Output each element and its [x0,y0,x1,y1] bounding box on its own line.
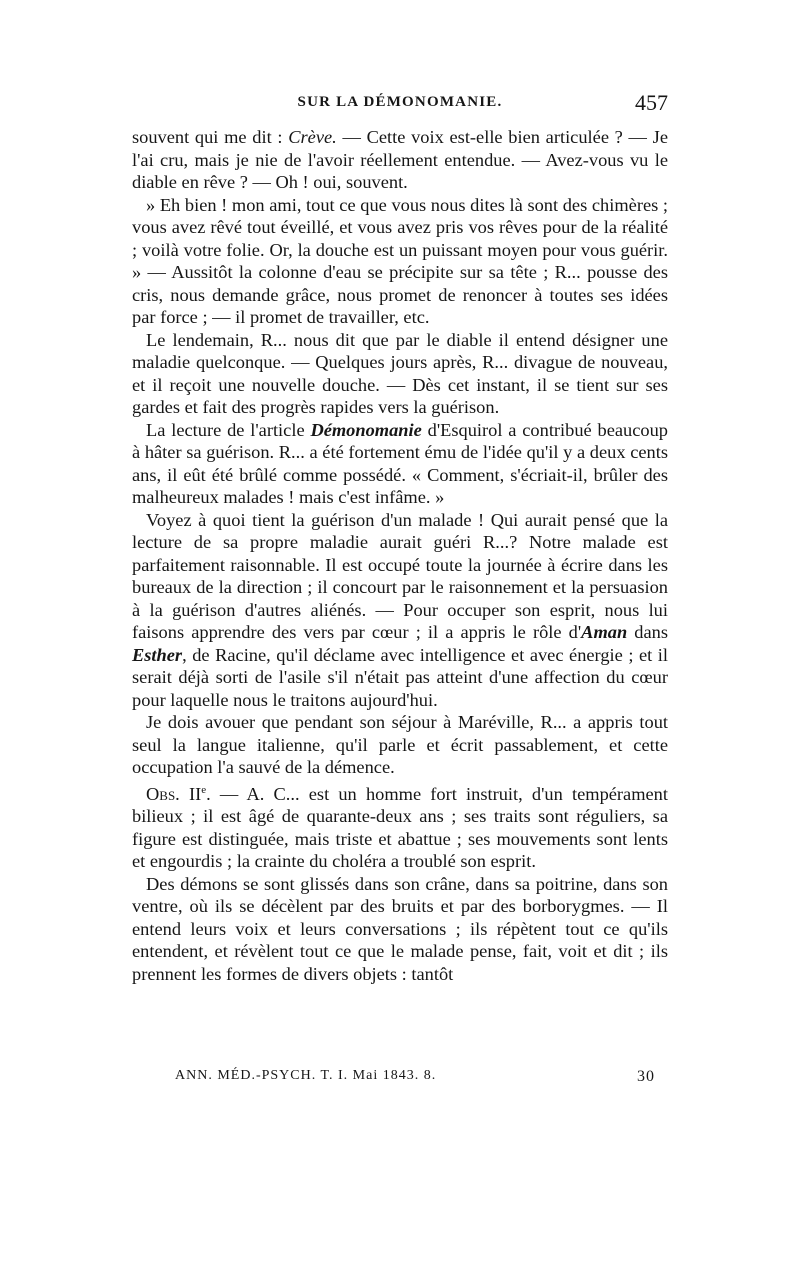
paragraph-2: » Eh bien ! mon ami, tout ce que vous nous dites là sont des chimères ; vous avez rêvé tout éveillé, et vous avez pris vos rêves pour de la réalité ; voilà votre folie. Or, la douche est un puissant moyen pour vous guérir. » — Aussitôt la colonne d'eau se précipite sur sa tête ; R... pousse des cris, nous demande grâce, nous promet de renoncer à toutes ses idées par force ; — il promet de travailler, etc. [132,194,668,327]
observation-label: Obs. [146,783,180,804]
paragraph-8: Des démons se sont glissés dans son crâne, dans sa poitrine, dans son ventre, où ils se décèlent par des bruits et par des borborygmes. — Il entend leurs voix et leurs conversations ; ils répètent tout ce qu'ils entendent, et révèlent tout ce que le malade pense, fait, voit et dit ; ils prennent les formes de divers objets : tantôt [132,873,668,984]
paragraph-7-rest: . — A. C... est un homme fort instruit, d'un tempérament bilieux ; il est âgé de quarante-deux ans ; ses traits sont réguliers, sa figure est distinguée, mais triste et abattue ; ses mouvements sont lents et engourdis ; la crainte du choléra a troublé son esprit. [132,783,668,872]
paragraph-1-rest: — Cette voix est-elle bien articulée ? — Je l'ai cru, mais je nie de l'avoir réellement entendue. — Avez-vous vu le diable en rêve ? — Oh ! oui, souvent. [132,127,668,192]
paragraph-5 [132,509,668,712]
paragraph-4-emphasis: Démonomanie [310,419,422,440]
paragraph-4-text: La lecture de l'article [146,419,311,440]
paragraph-1-text: souvent qui me dit : [132,127,289,147]
paragraph-3: Le lendemain, R... nous dit que par le diable il entend désigner une maladie quelconque. — Quelques jours après, R... divague de nouveau, et il reçoit une nouvelle douche. — Dès cet instant, il se tient sur ses gardes et fait des progrès rapides vers la guérison. [132,329,668,417]
paragraph-7 [132,779,668,873]
paragraph-5-rest: , de Racine, qu'il déclame avec intelligence et avec énergie ; et il serait déjà sorti de l'asile s'il n'était pas atteint d'une affection du cœur pour laquelle nous le traitons aujourd'hui. [132,644,668,710]
paragraph-5-emphasis-esther: Esther [132,644,183,665]
body-text [132,126,668,985]
footer-citation: ANN. MÉD.-PSYCH. T. I. Mai 1843. 8. [175,1068,437,1083]
paragraph-6: Je dois avouer que pendant son séjour à Maréville, R... a appris tout seul la langue italienne, qu'il parle et écrit passablement, et cette occupation l'a sauvé de la démence. [132,712,668,777]
running-title: SUR LA DÉMONOMANIE. [297,94,503,110]
paragraph-5-emphasis-aman: Aman [581,622,628,642]
observation-number: II [179,783,202,804]
paragraph-1-emphasis: Crève. [288,127,337,147]
paragraph-5-text: Voyez à quoi tient la guérison d'un malade ! Qui aurait pensé que la lecture de sa propre maladie aurait guéri R...? Notre malade est parfaitement raisonnable. Il est occupé toute la journée à écrire dans les bureaux de la direction ; il concourt par le raisonnement et la persuasion à la guérison d'autres aliénés. — Pour occuper son esprit, nous lui faisons apprendre des vers par cœur ; il a appris le rôle d' [132,509,668,642]
paragraph-4 [132,419,668,509]
signature-mark: 30 [637,1068,655,1085]
paragraph-4-rest: d'Esquirol a contribué beaucoup à hâter sa guérison. R... a été fortement ému de l'idée qu'il y a deux cents ans, il eût été brûlé comme possédé. « Comment, s'écriait-il, brûler des malheureux malades ! mais c'est infâme. » [132,419,668,507]
paragraph-1 [132,126,668,194]
observation-superscript: e [201,783,207,796]
page-number: 457 [635,90,668,115]
footer [175,1068,655,1088]
running-head [132,92,668,120]
paragraph-5-dans: dans [627,622,668,642]
